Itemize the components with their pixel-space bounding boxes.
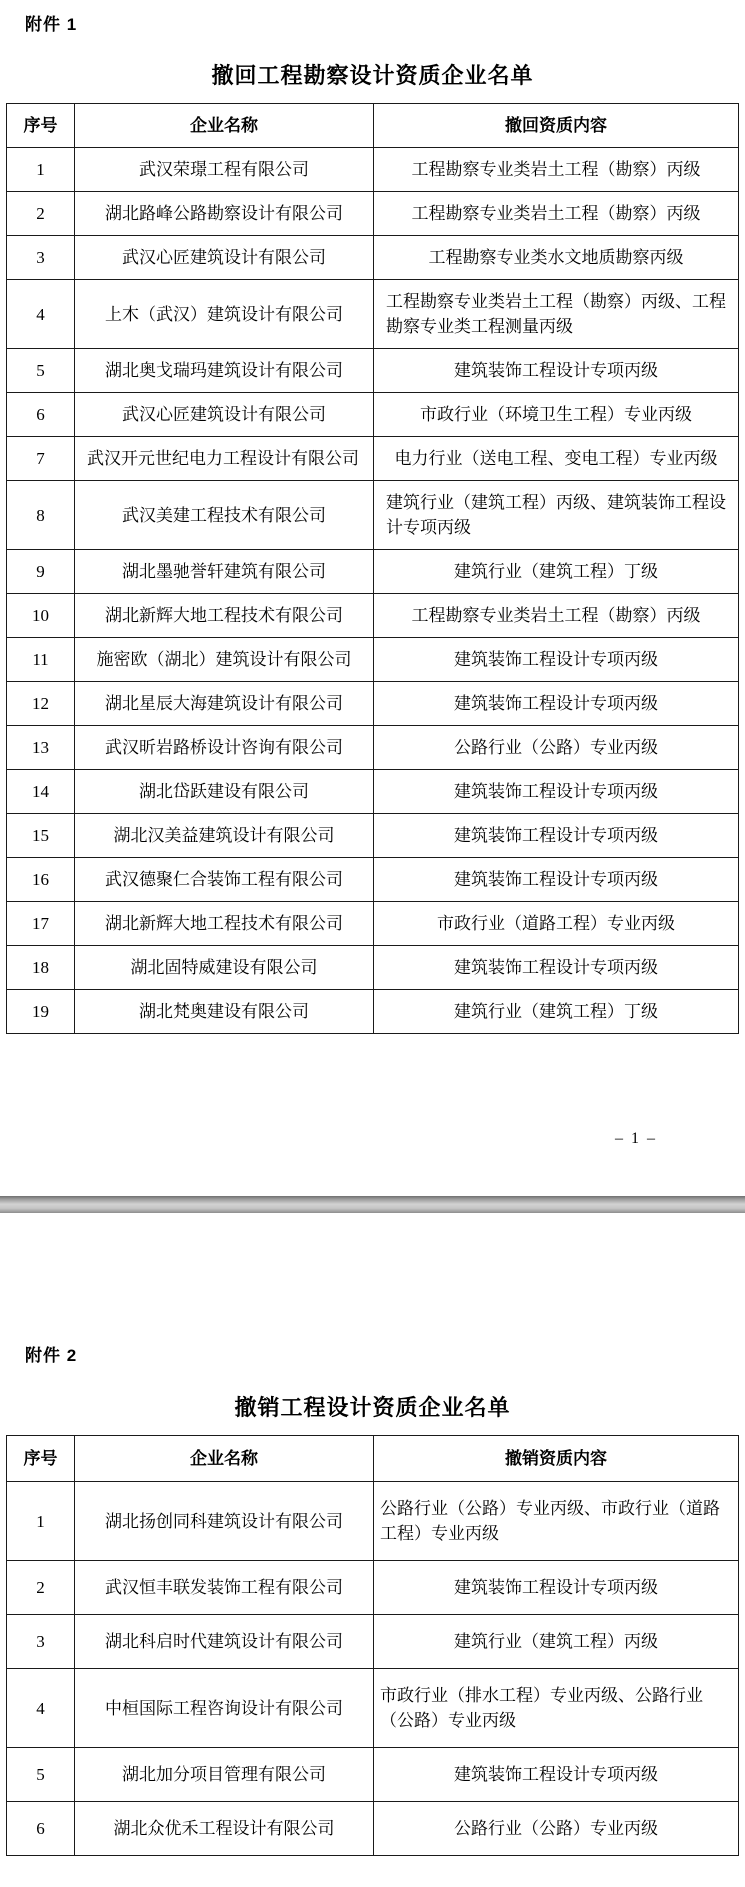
qualification-content: 工程勘察专业类岩土工程（勘察）丙级 [374, 148, 739, 192]
qualification-content: 市政行业（道路工程）专业丙级 [374, 902, 739, 946]
company-name: 湖北梵奥建设有限公司 [75, 990, 374, 1034]
row-number: 10 [7, 594, 75, 638]
revoked-qualification-table [6, 103, 739, 1034]
row-number: 3 [7, 1615, 75, 1669]
qualification-content: 建筑装饰工程设计专项丙级 [374, 858, 739, 902]
table-row [7, 393, 739, 437]
table-row [7, 280, 739, 349]
qualification-content: 工程勘察专业类岩土工程（勘察）丙级、工程勘察专业类工程测量丙级 [374, 280, 739, 349]
company-name: 武汉美建工程技术有限公司 [75, 481, 374, 550]
company-name: 湖北奥戈瑞玛建筑设计有限公司 [75, 349, 374, 393]
qualification-content: 建筑行业（建筑工程）丙级 [374, 1615, 739, 1669]
company-name: 湖北固特威建设有限公司 [75, 946, 374, 990]
table-row [7, 1615, 739, 1669]
table-row [7, 236, 739, 280]
row-number: 6 [7, 393, 75, 437]
table-header-row [7, 1436, 739, 1482]
qualification-content: 建筑装饰工程设计专项丙级 [374, 814, 739, 858]
qualification-content: 建筑装饰工程设计专项丙级 [374, 638, 739, 682]
table-row [7, 1482, 739, 1561]
qualification-content: 建筑行业（建筑工程）丁级 [374, 550, 739, 594]
row-number: 4 [7, 1669, 75, 1748]
qualification-content: 电力行业（送电工程、变电工程）专业丙级 [374, 437, 739, 481]
table-row [7, 550, 739, 594]
company-name: 湖北汉美益建筑设计有限公司 [75, 814, 374, 858]
table-row [7, 682, 739, 726]
company-name: 湖北墨驰誉轩建筑有限公司 [75, 550, 374, 594]
qualification-content: 市政行业（排水工程）专业丙级、公路行业（公路）专业丙级 [374, 1669, 739, 1748]
column-header-content: 撤销资质内容 [374, 1436, 739, 1482]
qualification-content: 建筑装饰工程设计专项丙级 [374, 682, 739, 726]
row-number: 11 [7, 638, 75, 682]
row-number: 2 [7, 1561, 75, 1615]
attachment-1-label: 附件 1 [25, 15, 78, 34]
table-row [7, 1561, 739, 1615]
table-row [7, 902, 739, 946]
row-number: 14 [7, 770, 75, 814]
column-header-no: 序号 [7, 1436, 75, 1482]
table-row [7, 946, 739, 990]
row-number: 16 [7, 858, 75, 902]
company-name: 武汉德聚仁合装饰工程有限公司 [75, 858, 374, 902]
table-row [7, 481, 739, 550]
table-row [7, 148, 739, 192]
qualification-content: 建筑装饰工程设计专项丙级 [374, 1561, 739, 1615]
column-header-name: 企业名称 [75, 104, 374, 148]
table-1-title: 撤回工程勘察设计资质企业名单 [211, 63, 534, 88]
cancelled-qualification-table [6, 1435, 739, 1856]
table-row [7, 1802, 739, 1856]
company-name: 湖北新辉大地工程技术有限公司 [75, 902, 374, 946]
company-name: 施密欧（湖北）建筑设计有限公司 [75, 638, 374, 682]
row-number: 13 [7, 726, 75, 770]
column-header-content: 撤回资质内容 [374, 104, 739, 148]
row-number: 1 [7, 148, 75, 192]
table-row [7, 770, 739, 814]
company-name: 湖北路峰公路勘察设计有限公司 [75, 192, 374, 236]
table-row [7, 858, 739, 902]
table-row [7, 192, 739, 236]
row-number: 8 [7, 481, 75, 550]
qualification-content: 建筑行业（建筑工程）丙级、建筑装饰工程设计专项丙级 [374, 481, 739, 550]
qualification-content: 建筑装饰工程设计专项丙级 [374, 1748, 739, 1802]
qualification-content: 工程勘察专业类水文地质勘察丙级 [374, 236, 739, 280]
page-2 [0, 1213, 745, 1887]
table-row [7, 349, 739, 393]
row-number: 17 [7, 902, 75, 946]
attachment-2-label: 附件 2 [25, 1346, 78, 1365]
qualification-content: 公路行业（公路）专业丙级 [374, 726, 739, 770]
company-name: 武汉开元世纪电力工程设计有限公司 [75, 437, 374, 481]
table-row [7, 1669, 739, 1748]
qualification-content: 公路行业（公路）专业丙级 [374, 1802, 739, 1856]
row-number: 3 [7, 236, 75, 280]
column-header-no: 序号 [7, 104, 75, 148]
qualification-content: 工程勘察专业类岩土工程（勘察）丙级 [374, 594, 739, 638]
table-2-title: 撤销工程设计资质企业名单 [234, 1395, 511, 1420]
row-number: 5 [7, 1748, 75, 1802]
table-row [7, 726, 739, 770]
company-name: 武汉心匠建筑设计有限公司 [75, 393, 374, 437]
qualification-content: 市政行业（环境卫生工程）专业丙级 [374, 393, 739, 437]
company-name: 湖北扬创同科建筑设计有限公司 [75, 1482, 374, 1561]
company-name: 湖北众优禾工程设计有限公司 [75, 1802, 374, 1856]
company-name: 武汉恒丰联发装饰工程有限公司 [75, 1561, 374, 1615]
company-name: 中桓国际工程咨询设计有限公司 [75, 1669, 374, 1748]
row-number: 18 [7, 946, 75, 990]
page-separator-bar [0, 1196, 745, 1213]
table-row [7, 594, 739, 638]
row-number: 9 [7, 550, 75, 594]
qualification-content: 工程勘察专业类岩土工程（勘察）丙级 [374, 192, 739, 236]
row-number: 2 [7, 192, 75, 236]
table-row [7, 437, 739, 481]
row-number: 5 [7, 349, 75, 393]
qualification-content: 建筑行业（建筑工程）丁级 [374, 990, 739, 1034]
row-number: 7 [7, 437, 75, 481]
qualification-content: 公路行业（公路）专业丙级、市政行业（道路工程）专业丙级 [374, 1482, 739, 1561]
company-name: 武汉昕岩路桥设计咨询有限公司 [75, 726, 374, 770]
company-name: 上木（武汉）建筑设计有限公司 [75, 280, 374, 349]
row-number: 6 [7, 1802, 75, 1856]
company-name: 湖北科启时代建筑设计有限公司 [75, 1615, 374, 1669]
qualification-content: 建筑装饰工程设计专项丙级 [374, 349, 739, 393]
row-number: 19 [7, 990, 75, 1034]
company-name: 湖北星辰大海建筑设计有限公司 [75, 682, 374, 726]
qualification-content: 建筑装饰工程设计专项丙级 [374, 946, 739, 990]
table-row [7, 814, 739, 858]
row-number: 12 [7, 682, 75, 726]
table-header-row [7, 104, 739, 148]
company-name: 湖北新辉大地工程技术有限公司 [75, 594, 374, 638]
company-name: 湖北加分项目管理有限公司 [75, 1748, 374, 1802]
row-number: 15 [7, 814, 75, 858]
company-name: 湖北岱跃建设有限公司 [75, 770, 374, 814]
row-number: 1 [7, 1482, 75, 1561]
table-row [7, 1748, 739, 1802]
company-name: 武汉心匠建筑设计有限公司 [75, 236, 374, 280]
table-row [7, 990, 739, 1034]
company-name: 武汉荣璟工程有限公司 [75, 148, 374, 192]
qualification-content: 建筑装饰工程设计专项丙级 [374, 770, 739, 814]
row-number: 4 [7, 280, 75, 349]
page-number: – 1 – [615, 1130, 657, 1147]
table-row [7, 638, 739, 682]
column-header-name: 企业名称 [75, 1436, 374, 1482]
